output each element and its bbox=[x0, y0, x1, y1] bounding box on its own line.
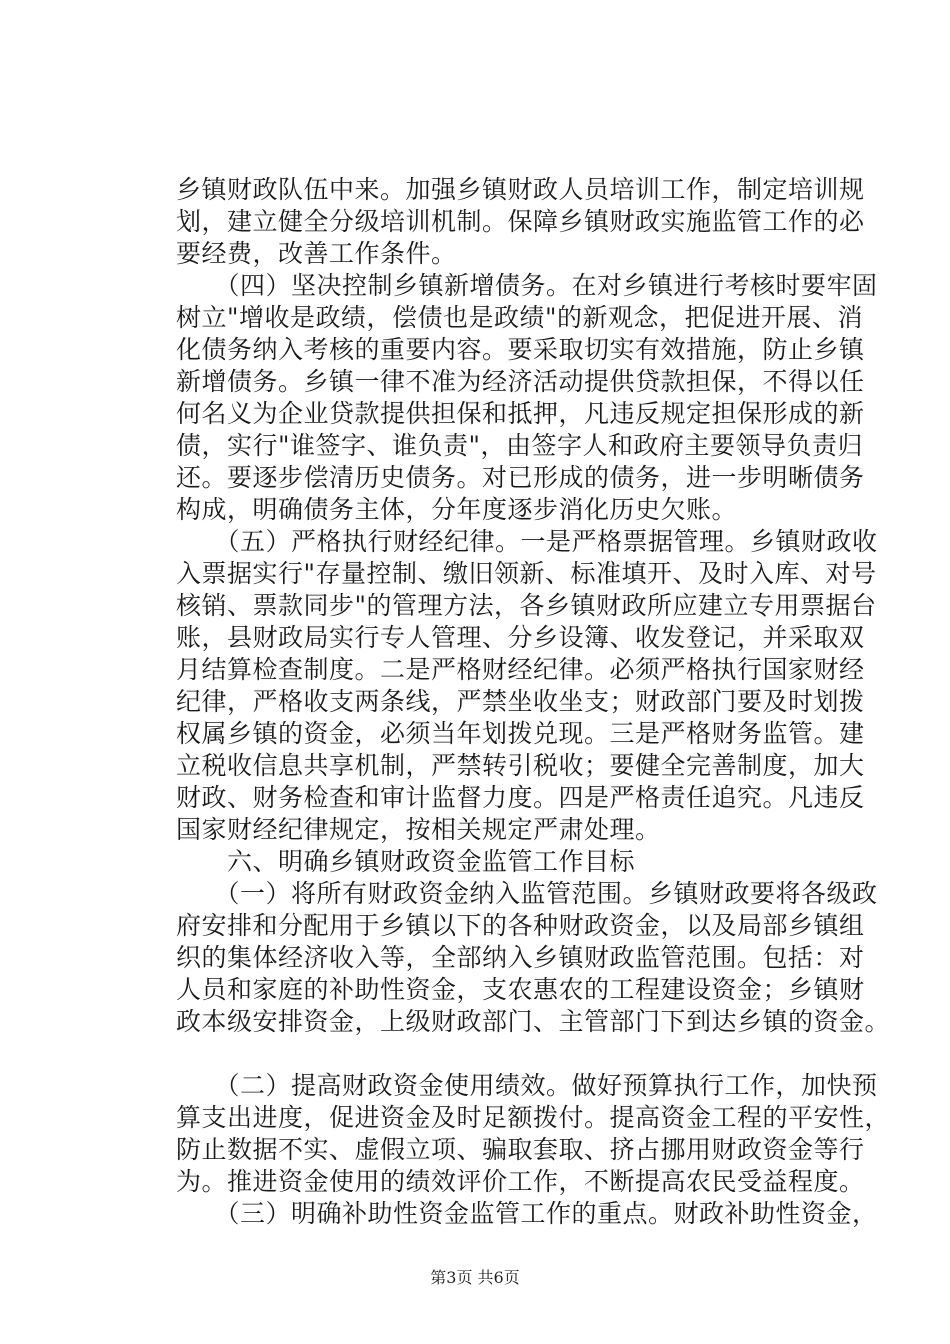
text-line: （五）严格执行财经纪律。一是严格票据管理。乡镇财政收 bbox=[176, 527, 878, 556]
text-line: 人员和家庭的补助性资金，支农惠农的工程建设资金；乡镇财 bbox=[176, 975, 865, 1004]
section-heading: 六、明确乡镇财政资金监管工作目标 bbox=[176, 847, 636, 876]
text-line: 国家财经纪律规定，按相关规定严肃处理。 bbox=[176, 815, 661, 844]
text-line: 算支出进度，促进资金及时足额拨付。提高资金工程的平安性， bbox=[176, 1103, 891, 1132]
text-line: 核销、票款同步"的管理方法，各乡镇财政所应建立专用票据台 bbox=[176, 591, 877, 620]
text-line: 月结算检查制度。二是严格财经纪律。必须严格执行国家财经 bbox=[176, 655, 865, 684]
text-line: 划，建立健全分级培训机制。保障乡镇财政实施监管工作的必 bbox=[176, 207, 865, 236]
page-number: 第3页 共6页 bbox=[430, 1268, 520, 1287]
text-line: （一）将所有财政资金纳入监管范围。乡镇财政要将各级政 bbox=[176, 879, 878, 908]
text-line: 防止数据不实、虚假立项、骗取套取、挤占挪用财政资金等行 bbox=[176, 1135, 865, 1164]
text-line: 何名义为企业贷款提供担保和抵押，凡违反规定担保形成的新 bbox=[176, 399, 865, 428]
text-line: 债，实行"谁签字、谁负责"，由签字人和政府主要领导负责归 bbox=[176, 431, 864, 460]
text-line: 新增债务。乡镇一律不准为经济活动提供贷款担保，不得以任 bbox=[176, 367, 865, 396]
text-line: 还。要逐步偿清历史债务。对已形成的债务，进一步明晰债务 bbox=[176, 463, 865, 492]
text-line: 要经费，改善工作条件。 bbox=[176, 239, 457, 268]
text-line: （二）提高财政资金使用绩效。做好预算执行工作，加快预 bbox=[176, 1071, 878, 1100]
text-line: 构成，明确债务主体，分年度逐步消化历史欠账。 bbox=[176, 495, 738, 524]
text-line: 府安排和分配用于乡镇以下的各种财政资金，以及局部乡镇组 bbox=[176, 911, 865, 940]
text-line: （三）明确补助性资金监管工作的重点。财政补助性资金， bbox=[176, 1199, 878, 1228]
text-line: （四）坚决控制乡镇新增债务。在对乡镇进行考核时要牢固 bbox=[176, 271, 878, 300]
text-line: 政本级安排资金，上级财政部门、主管部门下到达乡镇的资金。 bbox=[176, 1007, 891, 1036]
text-line: 入票据实行"存量控制、缴旧领新、标准填开、及时入库、对号 bbox=[176, 559, 877, 588]
text-line: 乡镇财政队伍中来。加强乡镇财政人员培训工作，制定培训规 bbox=[176, 175, 865, 204]
text-line: 织的集体经济收入等，全部纳入乡镇财政监管范围。包括：对 bbox=[176, 943, 865, 972]
text-line: 立税收信息共享机制，严禁转引税收；要健全完善制度，加大 bbox=[176, 751, 865, 780]
text-line: 权属乡镇的资金，必须当年划拨兑现。三是严格财务监管。建 bbox=[176, 719, 865, 748]
text-line: 纪律，严格收支两条线，严禁坐收坐支；财政部门要及时划拨 bbox=[176, 687, 865, 716]
text-line: 财政、财务检查和审计监督力度。四是严格责任追究。凡违反 bbox=[176, 783, 865, 812]
text-line: 化债务纳入考核的重要内容。要采取切实有效措施，防止乡镇 bbox=[176, 335, 865, 364]
text-line: 为。推进资金使用的绩效评价工作，不断提高农民受益程度。 bbox=[176, 1167, 865, 1196]
text-line: 账，县财政局实行专人管理、分乡设簿、收发登记，并采取双 bbox=[176, 623, 865, 652]
text-line: 树立"增收是政绩，偿债也是政绩"的新观念，把促进开展、消 bbox=[176, 303, 864, 332]
